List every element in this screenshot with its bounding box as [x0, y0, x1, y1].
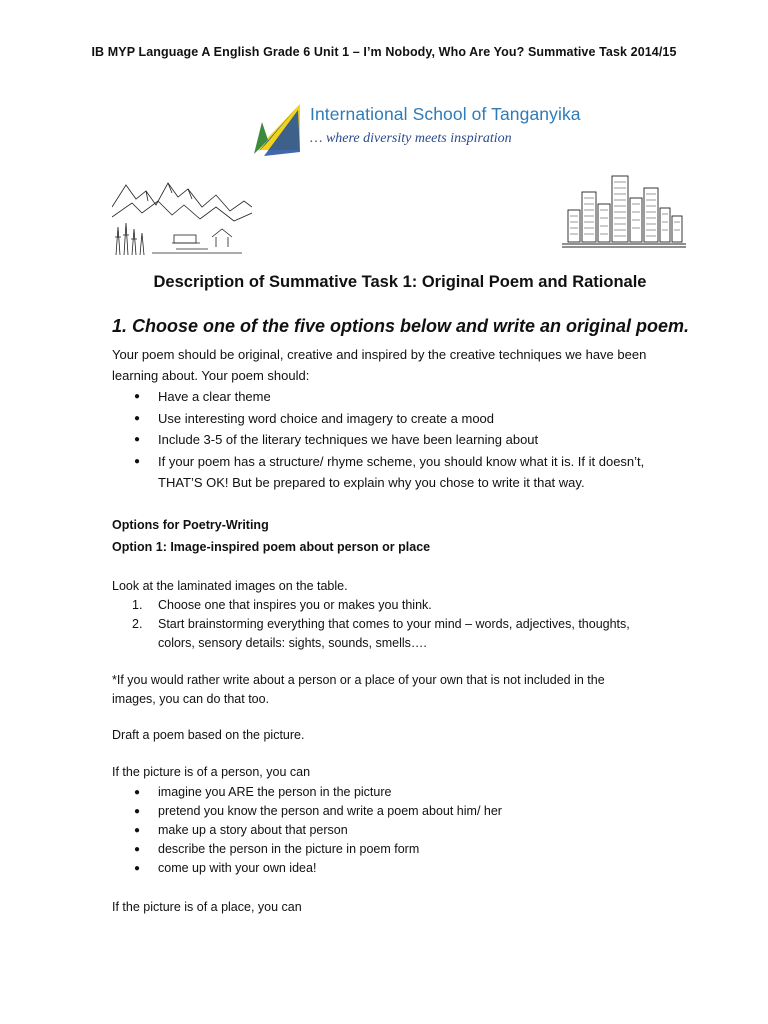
school-tagline: … where diversity meets inspiration: [310, 131, 512, 146]
list-item-line: ● If your poem has a structure/ rhyme scheme, you should know what it is. If it doesn’t,: [158, 453, 645, 469]
school-name: International School of Tanganyika: [310, 104, 581, 124]
list-item: ● Have a clear theme: [112, 386, 702, 408]
intro-line: Your poem should be original, creative and inspired by the creative techniques we have been: [112, 347, 647, 362]
document-title: Description of Summative Task 1: Original Poem and Rationale: [153, 273, 647, 291]
list-item: [112, 596, 702, 615]
list-item: ● imagine you ARE the person in the picture: [112, 783, 702, 802]
city-skyline-sketch-icon: [562, 170, 686, 248]
list-item: [112, 615, 702, 653]
option1-steps: [112, 596, 702, 653]
list-item: ● Use interesting word choice and imagery to create a mood: [112, 408, 702, 430]
list-item: ● make up a story about that person: [112, 821, 702, 840]
list-item-line: Start brainstorming everything that comes to your mind – words, adjectives, thoughts,: [158, 617, 630, 631]
option1-note: [112, 671, 702, 709]
note-line: *If you would rather write about a person or a place of your own that is not included in the: [112, 673, 605, 687]
option1-heading: Option 1: Image-inspired poem about person or place: [112, 540, 431, 554]
list-item-line: THAT’S OK! But be prepared to explain why you chose to write it that way.: [158, 475, 585, 490]
draft-instruction: Draft a poem based on the picture.: [112, 728, 305, 742]
list-item: ● come up with your own idea!: [112, 859, 702, 878]
list-item-line: Choose one that inspires you or makes you think.: [158, 598, 432, 612]
section1-intro: [112, 344, 702, 386]
list-item: ● pretend you know the person and write a poem about him/ her: [112, 802, 702, 821]
if-person-heading: If the picture is of a person, you can: [112, 765, 311, 779]
step-number: 2.: [132, 617, 143, 631]
if-place-heading: If the picture is of a place, you can: [112, 900, 302, 914]
poem-requirements-list: [112, 386, 702, 494]
list-item: [112, 451, 702, 494]
list-item-line: colors, sensory details: sights, sounds, smells….: [158, 636, 427, 650]
school-logo: [254, 100, 581, 156]
mountains-sketch-icon: [112, 177, 252, 257]
list-item: ● describe the person in the picture in poem form: [112, 840, 702, 859]
options-heading: Options for Poetry-Writing: [112, 518, 269, 532]
page-header: IB MYP Language A English Grade 6 Unit 1 – I’m Nobody, Who Are You? Summative Task 2014/15: [91, 45, 677, 59]
option1-instruction: Look at the laminated images on the table.: [112, 579, 348, 593]
school-logo-mark-icon: [254, 100, 304, 156]
step-number: 1.: [132, 598, 143, 612]
person-ideas-list: [112, 783, 702, 878]
intro-line: learning about. Your poem should:: [112, 368, 310, 383]
note-line: images, you can do that too.: [112, 692, 270, 706]
list-item: ● Include 3-5 of the literary techniques we have been learning about: [112, 429, 702, 451]
section1-heading: 1. Choose one of the five options below and write an original poem.: [112, 316, 690, 336]
